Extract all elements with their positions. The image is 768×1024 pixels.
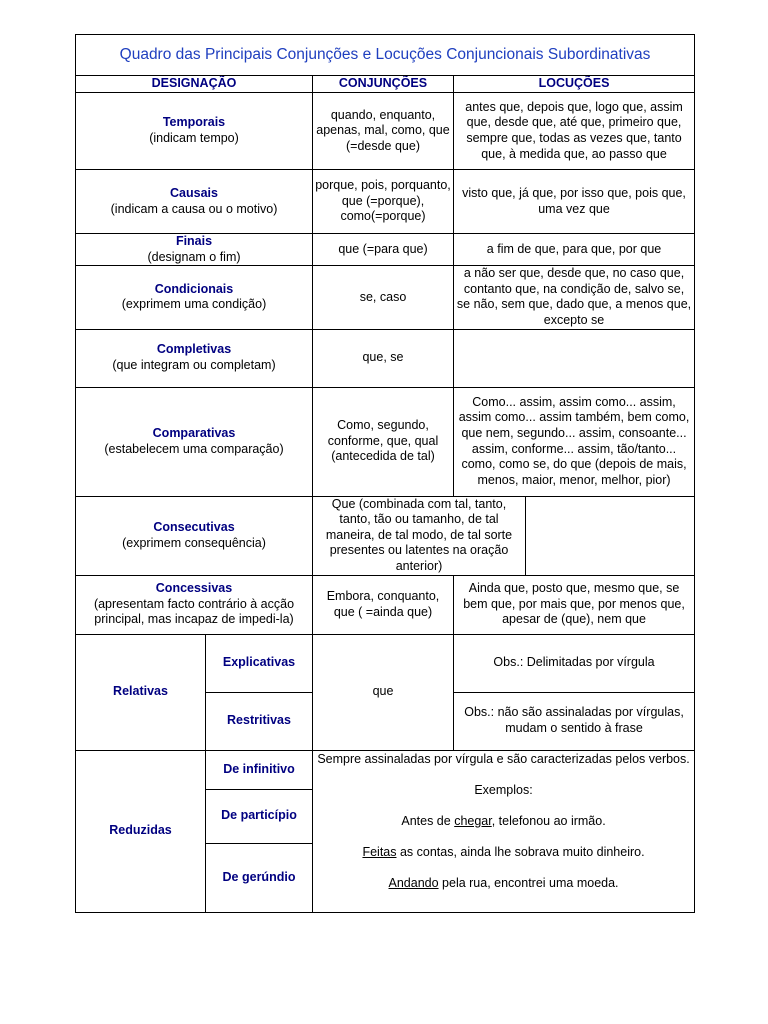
conjunctions-cell: porque, pois, porquanto, que (=porque), como(=porque) — [313, 170, 454, 234]
table-row — [76, 750, 695, 789]
gerundio-label: De gerúndio — [206, 843, 313, 912]
designation-cell — [76, 93, 313, 170]
example-2 — [315, 845, 692, 861]
locutions-cell: a fim de que, para que, por que — [454, 234, 695, 266]
conjunctions-cell: Que (combinada com tal, tanto, tanto, tão ou tamanho, de tal maneira, de tal modo, de tal sorte presentes ou latentes na oração anterior) — [313, 496, 526, 575]
locutions-cell: visto que, já que, por isso que, pois que, uma vez que — [454, 170, 695, 234]
category-description: (indicam tempo) — [149, 131, 239, 145]
table-row — [76, 496, 695, 575]
category-name: Concessivas — [155, 581, 233, 596]
category-description: (exprimem uma condição) — [121, 297, 267, 312]
example-2-verb: Feitas — [362, 845, 397, 860]
conjunctions-cell: quando, enquanto, apenas, mal, como, que (=desde que) — [313, 93, 454, 170]
category-name: Consecutivas — [153, 519, 235, 534]
category-description: (exprimem consequência) — [122, 535, 266, 550]
conjunctions-cell: que, se — [313, 329, 454, 387]
locutions-cell — [526, 496, 695, 575]
conjunctions-cell: Como, segundo, conforme, que, qual (antecedida de tal) — [313, 387, 454, 496]
conjunctions-table — [75, 34, 695, 913]
examples-label: Exemplos: — [474, 782, 533, 797]
table-row — [76, 170, 695, 234]
designation-cell — [76, 329, 313, 387]
reduzidas-description — [313, 750, 695, 912]
locutions-cell — [454, 329, 695, 387]
relativas-label: Relativas — [76, 634, 206, 750]
example-2-after: as contas, ainda lhe sobrava muito dinheiro. — [396, 845, 645, 860]
table-row — [76, 93, 695, 170]
table-row — [76, 634, 695, 692]
conjunctions-cell: Embora, conquanto, que ( =ainda que) — [313, 575, 454, 634]
restritivas-label: Restritivas — [206, 692, 313, 750]
relativas-conjunction: que — [313, 634, 454, 750]
locutions-cell: Ainda que, posto que, mesmo que, se bem que, por mais que, por menos que, apesar de (que), nem que — [454, 575, 695, 634]
category-description: (indicam a causa ou o motivo) — [110, 201, 278, 216]
example-1-after: , telefonou ao irmão. — [491, 813, 606, 828]
explicativas-obs: Obs.: Delimitadas por vírgula — [454, 634, 695, 692]
restritivas-obs: Obs.: não são assinaladas por vírgulas, mudam o sentido à frase — [454, 692, 695, 750]
infinitivo-label: De infinitivo — [206, 750, 313, 789]
category-name: Causais — [170, 185, 218, 200]
locutions-cell: a não ser que, desde que, no caso que, contanto que, na condição de, salvo se, se não, sem que, dado que, a menos que, excepto se — [454, 266, 695, 329]
locutions-cell: Como... assim, assim como... assim, assim como... assim também, bem como, que nem, segundo... assim, consoante... assim, conforme... assim, tão/tanto... como, como se, do que (depois de mais, menos, maior, menor, melhor, pior) — [454, 387, 695, 496]
example-1-before: Antes de — [401, 813, 455, 828]
example-1 — [315, 814, 692, 830]
category-description: (apresentam facto contrário à acção principal, mas incapaz de impedi-la) — [93, 596, 295, 627]
example-1-verb: chegar — [454, 813, 492, 828]
header-locucoes: LOCUÇÕES — [454, 76, 695, 93]
designation-cell — [76, 266, 313, 329]
conjunctions-cell: se, caso — [313, 266, 454, 329]
table-row — [76, 387, 695, 496]
designation-cell — [76, 170, 313, 234]
category-name: Temporais — [162, 115, 226, 130]
example-3-after: pela rua, encontrei uma moeda. — [438, 876, 619, 891]
category-description: (estabelecem uma comparação) — [104, 441, 284, 456]
designation-cell — [76, 234, 313, 266]
example-3 — [315, 876, 692, 892]
reduzidas-intro: Sempre assinaladas por vírgula e são caracterizadas pelos verbos. — [317, 751, 690, 766]
header-designacao: DESIGNAÇÃO — [76, 76, 313, 93]
conjunctions-cell: que (=para que) — [313, 234, 454, 266]
category-name: Comparativas — [152, 425, 236, 440]
header-conjuncoes: CONJUNÇÕES — [313, 76, 454, 93]
category-description: (que integram ou completam) — [112, 358, 276, 373]
category-name: Completivas — [156, 342, 232, 357]
designation-cell — [76, 575, 313, 634]
category-name: Condicionais — [154, 281, 234, 296]
example-3-verb: Andando — [388, 876, 439, 891]
table-title: Quadro das Principais Conjunções e Locuções Conjuncionais Subordinativas — [76, 35, 695, 76]
table-row — [76, 575, 695, 634]
designation-cell — [76, 387, 313, 496]
explicativas-label: Explicativas — [206, 634, 313, 692]
reduzidas-label: Reduzidas — [76, 750, 206, 912]
participio-label: De particípio — [206, 789, 313, 843]
designation-cell — [76, 496, 313, 575]
category-description: (designam o fim) — [147, 249, 241, 264]
table-row — [76, 266, 695, 329]
table-row — [76, 329, 695, 387]
table-row — [76, 234, 695, 266]
locutions-cell: antes que, depois que, logo que, assim que, desde que, até que, primeiro que, sempre que, todas as vezes que, tanto que, à medida que, ao passo que — [454, 93, 695, 170]
category-name: Finais — [175, 234, 213, 248]
